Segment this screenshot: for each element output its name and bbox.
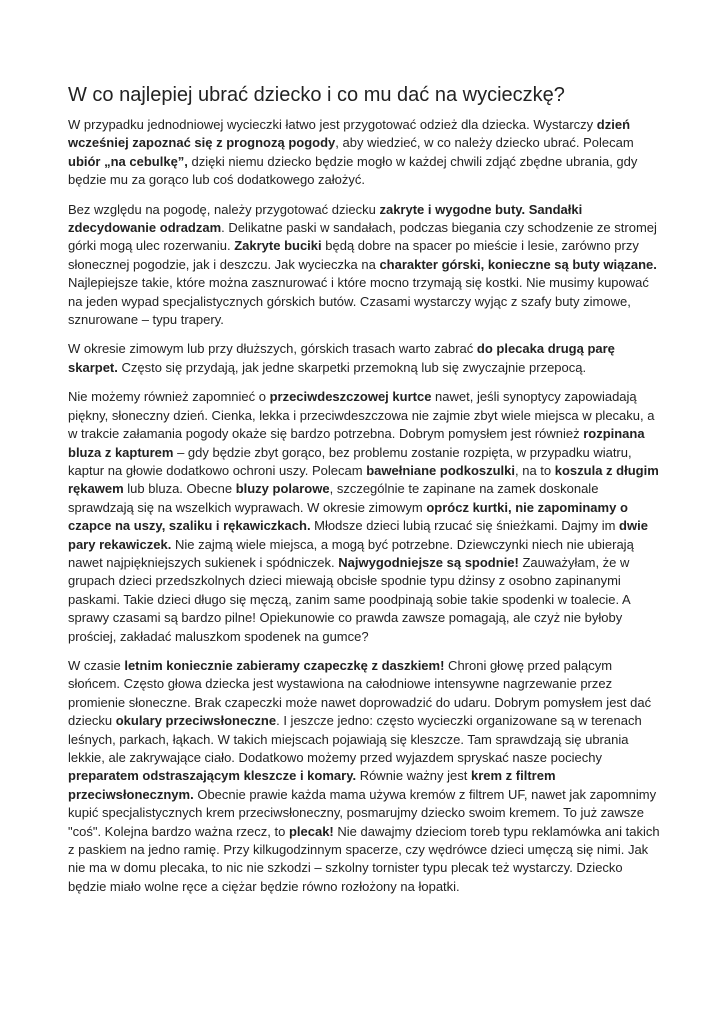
- text-run: Bez względu na pogodę, należy przygotować dziecku: [68, 201, 380, 217]
- text-run: Nie zajmą wiele miejsca, a mogą być potrzebne. Dziewczynki niech nie ubierają nawet najpiękniejszych sukienek i spódniczek.: [68, 536, 634, 570]
- text-run: lub bluza. Obecne: [123, 481, 236, 497]
- bold-text: bluzy polarowe: [235, 481, 330, 497]
- bold-text: do plecaka drugą parę skarpet.: [68, 341, 615, 375]
- bold-text: przeciwdeszczowej kurtce: [269, 389, 432, 405]
- text-run: Młodsze dzieci lubią rzucać się śnieżkami. Dajmy im: [310, 518, 620, 534]
- bold-text: ubiór „na cebulkę”,: [68, 153, 188, 169]
- text-run: Zauważyłam, że w grupach dzieci przedszkolnych dzieci miewają obcisłe spodnie typu dżinsy z osobno zapinanymi paskami. Takie dzieci długo się męczą, zanim same poodpinają sobie takie spodenki w toalecie. A sprawy czasami są bardzo pilne! Opiekunowie co prawda zawsze pomagają, ale czyż nie byłoby prościej, zakładać maluszkom spodenek na gumce?: [68, 554, 630, 644]
- text-run: Chroni głowę przed palącym słońcem. Często głowa dziecka jest wystawiona na całodniowe intensywne nagrzewanie przez promienie słoneczne. Brak czapeczki może nawet doprowadzić do udaru. Dobrym pomysłem jest dać dziecku: [68, 657, 652, 729]
- bold-text: Najwygodniejsze są spodnie!: [338, 554, 519, 570]
- text-run: Często się przydają, jak jedne skarpetki przemokną lub się zwyczajnie przepocą.: [117, 359, 587, 375]
- text-run: . I jeszcze jedno: często wycieczki organizowane są w terenach leśnych, parkach, łąkach. W takich miejscach pojawiają się kleszcze. Tam sprawdzają się ubrania lekkie, ale zakrywające ciało. Dodatkowo możemy przed wyjazdem spryskać nasze pociechy: [68, 713, 642, 765]
- bold-text: krem z filtrem przeciwsłonecznym.: [68, 768, 556, 802]
- text-run: nawet, jeśli synoptycy zapowiadają piękny, słoneczny dzień. Cienka, lekka i przeciwdeszczowa nie zajmie zbyt wiele miejsca w plecaku, a w trakcie załamania pogody okaże się bardzo potrzebna. Dobrym pomysłem jest również: [68, 389, 655, 442]
- text-run: W czasie: [68, 657, 125, 673]
- bold-text: koszula z długim rękawem: [68, 462, 659, 497]
- text-run: będą dobre na spacer po mieście i lesie, zarówno przy słonecznej pogodzie, jak i deszczu. Jak wycieczka na: [68, 238, 639, 272]
- bold-text: okulary przeciwsłoneczne: [115, 713, 277, 729]
- text-run: . Delikatne paski w sandałach, podczas biegania czy schodzenie ze stromej górki mogą ulec rozerwaniu.: [68, 220, 657, 254]
- bold-text: letnim koniecznie zabieramy czapeczkę z daszkiem!: [124, 657, 445, 673]
- text-run: – gdy będzie zbyt gorąco, bez problemu zostanie rozpięta, w przypadku wiatru, kaptur na głowie dodatkowo ochroni uszy. Polecam: [68, 444, 632, 478]
- paragraph: [68, 201, 660, 330]
- document-body: [68, 116, 660, 896]
- bold-text: rozpinana bluza z kapturem: [68, 426, 645, 460]
- paragraph: [68, 388, 660, 646]
- text-run: dzięki niemu dziecko będzie mogło w każdej chwili zdjąć zbędne ubrania, gdy będzie mu za gorąco lub coś dodatkowego założyć.: [68, 153, 638, 188]
- bold-text: plecak!: [288, 823, 334, 839]
- text-run: , aby wiedzieć, w co należy dziecko ubrać. Polecam: [335, 135, 634, 151]
- document-title: W co najlepiej ubrać dziecko i co mu dać na wycieczkę?: [68, 84, 565, 106]
- bold-text: Zakryte buciki: [234, 238, 322, 254]
- text-run: Obecnie prawie każda mama używa kremów z filtrem UF, nawet jak zapomnimy kupić specjalistycznych krem przeciwsłoneczny, posmarujmy dziecko swoim kremem. To już zawsze "coś". Kolejna bardzo ważna rzecz, to: [68, 786, 657, 839]
- text-run: Równie ważny jest: [356, 768, 471, 784]
- bold-text: dzień wcześniej zapoznać się z prognozą pogody: [68, 117, 631, 151]
- paragraph: [68, 116, 660, 190]
- text-run: W przypadku jednodniowej wycieczki łatwo jest przygotować odzież dla dziecka. Wystarczy: [68, 117, 597, 132]
- text-run: , na to: [515, 462, 555, 478]
- bold-text: dwie pary rekawiczek.: [68, 518, 648, 552]
- text-run: Nie dawajmy dzieciom toreb typu reklamówka ani takich z paskiem na jedno ramię. Przy kilkugodzinnym spacerze, czy wędrówce dzieci umęczą się nimi. Jak nie ma w domu plecaka, to nic nie szkodzi – szkolny tornister typu plecak też wystarczy. Dziecko będzie miało wolne ręce a ciężar będzie równo rozłożony na łopatki.: [68, 823, 660, 894]
- text-run: Najlepiejsze takie, które można zasznurować i które mocno trzymają się kostki. Nie musimy kupować na jeden wypad specjalistycznych górskich butów. Czasami wystarczy wyjąc z szafy buty zimowe, sznurowane – typu trapery.: [68, 275, 649, 328]
- text-run: , szczególnie te zapinane na zamek doskonale sprawdzają się na wszelkich wyprawach. W okresie zimowym: [68, 481, 599, 515]
- bold-text: zakryte i wygodne buty. Sandałki zdecydowanie odradzam: [68, 201, 583, 236]
- text-run: Nie możemy również zapomnieć o: [68, 389, 270, 405]
- text-run: W okresie zimowym lub przy dłuższych, górskich trasach warto zabrać: [68, 341, 477, 357]
- paragraph: [68, 657, 660, 896]
- paragraph: [68, 340, 660, 377]
- bold-text: preparatem odstraszającym kleszcze i komary.: [68, 768, 357, 784]
- bold-text: bawełniane podkoszulki: [366, 462, 516, 478]
- bold-text: charakter górski, konieczne są buty wiązane.: [379, 256, 657, 272]
- bold-text: oprócz kurtki, nie zapominamy o czapce na uszy, szaliku i rękawiczkach.: [68, 499, 628, 534]
- document-page: [68, 82, 660, 907]
